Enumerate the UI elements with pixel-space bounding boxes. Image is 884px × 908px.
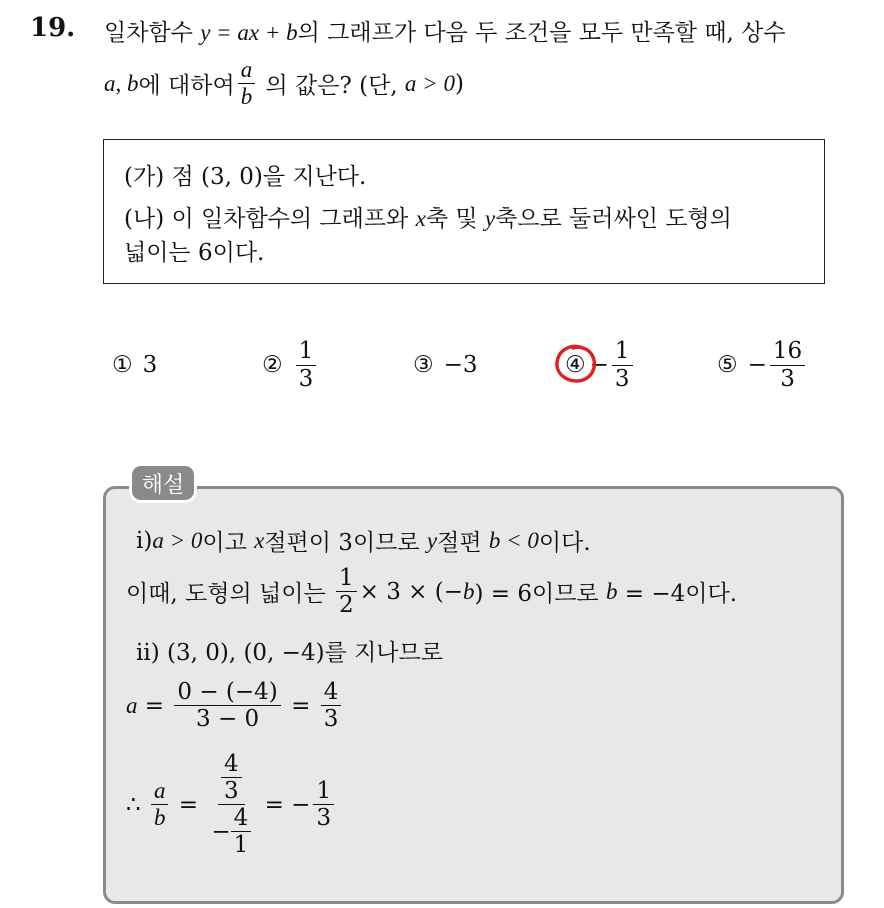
choice-fraction <box>612 339 633 390</box>
frac-den: 3 <box>614 365 630 392</box>
frac-num: 4 <box>231 806 252 832</box>
complex-den <box>208 805 254 857</box>
question-number: 19. <box>30 13 76 43</box>
sol-math: a <box>126 692 138 718</box>
variables: a, b <box>104 70 139 96</box>
condition-na-cont: 넓이는 6이다. <box>124 240 265 266</box>
frac-den: b <box>240 84 253 110</box>
frac-den: 3 <box>298 365 314 392</box>
solution-tab-label: 해설 <box>141 472 185 498</box>
sol-text: 이다. <box>538 530 591 556</box>
cond-text: 축 및 <box>425 206 485 232</box>
sol-complex-fraction <box>208 752 254 858</box>
solution-step-4 <box>126 680 344 731</box>
frac-num: 4 <box>321 680 342 706</box>
sol-math: b <box>605 578 618 604</box>
conditions-box <box>103 139 825 284</box>
sol-text: = <box>137 692 172 719</box>
sol-text: ∴ <box>126 791 148 818</box>
answer-circle-icon <box>553 342 599 386</box>
frac-num: a <box>238 58 256 84</box>
sol-fraction <box>321 680 342 731</box>
choice-fraction <box>770 339 805 390</box>
sol-text: = − <box>257 791 311 818</box>
frac-den: 3 <box>224 778 239 805</box>
condition: a > 0 <box>404 70 455 96</box>
cond-text: 축으로 둘러싸인 도형의 <box>495 206 732 232</box>
sol-text: ⅰ) <box>136 527 153 554</box>
choice-mark: ⑤ <box>717 352 738 378</box>
sol-text: ⅱ) (3, 0), (0, −4)를 지나므로 <box>136 640 443 666</box>
frac-den: 2 <box>339 592 354 619</box>
equation: y = ax + b <box>200 20 298 45</box>
question-text: 의 값은? (단, <box>258 73 405 100</box>
complex-num <box>218 752 245 805</box>
y-var: y <box>484 206 496 231</box>
choice-3[interactable] <box>413 335 478 395</box>
choice-mark: ② <box>262 352 283 378</box>
choice-sign: − <box>747 352 767 378</box>
question-line-2 <box>104 58 464 109</box>
sol-fraction <box>313 779 334 830</box>
choice-value: −3 <box>443 352 478 378</box>
sol-text: 이때, 도형의 넓이는 <box>126 581 333 608</box>
sol-text: × 3 × (− <box>359 578 463 605</box>
choice-fraction <box>296 339 317 390</box>
inner-fraction <box>221 752 242 803</box>
solution-step-2 <box>126 566 737 617</box>
question-line-1 <box>104 14 786 47</box>
cond-text: (나) 이 일차함수의 그래프와 <box>124 206 416 232</box>
question-text: 의 그래프가 다음 두 조건을 모두 만족할 때, 상수 <box>297 20 786 46</box>
frac-den: 3 <box>780 365 795 392</box>
sol-math: a > 0 <box>152 527 203 553</box>
frac-num: a <box>151 779 169 805</box>
x-var: x <box>415 206 426 231</box>
solution-step-1 <box>126 524 591 557</box>
sol-text: 이고 <box>202 530 255 556</box>
choice-mark: ③ <box>413 352 434 378</box>
frac-den: 3 <box>323 706 339 733</box>
condition-ga: (가) 점 (3, 0)을 지난다. <box>124 164 367 190</box>
sol-sign: − <box>211 818 231 845</box>
sol-text: 절편이 3이므로 <box>264 530 427 556</box>
question-text: 에 대하여 <box>138 73 235 100</box>
sol-math: x <box>254 527 265 553</box>
solution-step-5 <box>126 752 337 858</box>
sol-math: b < 0 <box>488 527 539 553</box>
sol-text: = <box>283 692 318 719</box>
sol-math: b <box>463 578 475 604</box>
solution-tab <box>129 463 197 503</box>
sol-text: = −4이다. <box>617 581 738 608</box>
frac-den: 3 − 0 <box>196 706 260 733</box>
fraction-a-over-b <box>238 58 256 109</box>
frac-den: 3 <box>316 805 332 832</box>
frac-num: 0 − (−4) <box>174 680 280 706</box>
choice-5[interactable] <box>717 335 808 395</box>
sol-text: ) = 6이므로 <box>474 581 606 608</box>
inner-fraction <box>231 806 252 857</box>
sol-math: y <box>426 527 438 553</box>
frac-num: 1 <box>296 339 317 365</box>
frac-num: 1 <box>313 779 334 805</box>
choice-2[interactable] <box>262 335 319 395</box>
solution-step-3 <box>126 634 443 667</box>
frac-num: 1 <box>336 566 357 592</box>
choice-1[interactable] <box>112 335 157 395</box>
choice-mark: ① <box>112 352 133 378</box>
frac-num: 16 <box>770 339 805 365</box>
question-text: ) <box>454 70 464 97</box>
condition-na <box>124 200 732 233</box>
frac-den: 1 <box>233 832 249 859</box>
question-text: 일차함수 <box>104 20 201 46</box>
sol-text: 절편 <box>437 530 489 556</box>
frac-num: 4 <box>221 752 242 778</box>
frac-num: 1 <box>612 339 633 365</box>
sol-fraction <box>174 680 280 731</box>
sol-fraction <box>151 779 169 830</box>
choice-mark: ④ <box>565 352 586 378</box>
choice-value: 3 <box>142 352 158 378</box>
sol-text: = <box>171 791 206 818</box>
choice-sign: − <box>589 352 609 378</box>
frac-den: b <box>153 805 166 831</box>
sol-fraction <box>336 566 357 617</box>
